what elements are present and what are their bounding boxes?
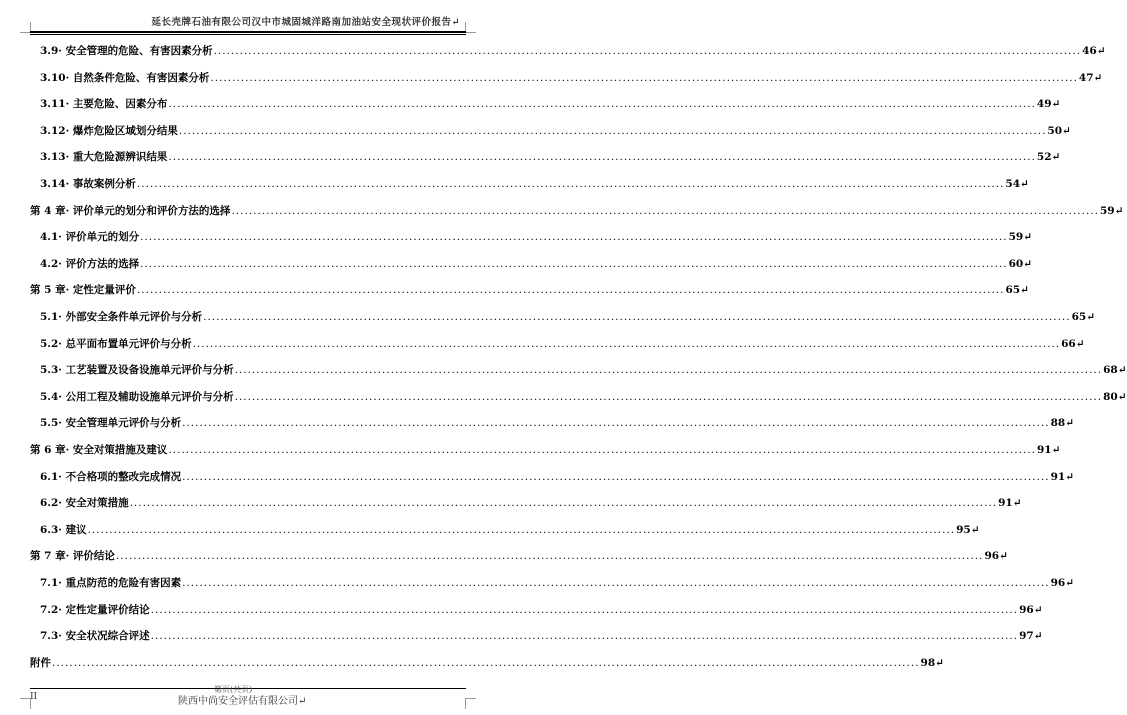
toc-leader-dots: ........................................................................................................................................................................................................ [87,523,956,536]
crop-mark-top-right [465,22,476,33]
toc-entry-page: 96↵ [1019,603,1043,616]
toc-entry-page: 98↵ [920,656,944,669]
toc-entry[interactable] [0,521,980,537]
toc-entry[interactable] [0,361,1127,377]
toc-entry[interactable] [0,175,1029,191]
toc-entry-label: 5.1· 外部安全条件单元评价与分析 [40,311,203,323]
toc-leader-dots: ........................................................................................................................................................................................................ [182,470,1050,483]
toc-entry-label: 3.12· 爆炸危险区域划分结果 [40,124,178,137]
toc-entry[interactable] [0,627,1043,643]
toc-leader-dots: ........................................................................................................................................................................................................ [115,550,984,563]
toc-entry[interactable] [0,574,1075,590]
toc-leader-dots: ........................................................................................................................................................................................................ [213,45,1082,57]
toc-entry[interactable] [0,335,1085,351]
running-header: 延长壳牌石油有限公司汉中市城固城洋路南加油站安全现状评价报告↵ [151,17,460,28]
toc-entry-page: 88↵ [1050,417,1075,430]
toc-entry[interactable] [0,547,1008,563]
toc-entry-page: 54↵ [1005,178,1029,190]
toc-entry-label: 5.2· 总平面布置单元评价与分析 [40,337,192,350]
footer-page-marker: 第页(共页) [214,685,253,694]
toc-entry-label: 3.13· 重大危险源辨识结果 [40,151,168,164]
toc-leader-dots: ........................................................................................................................................................................................................ [140,231,1008,244]
toc-entry-page: 47↵ [1078,71,1103,84]
header-rule-thin [30,34,466,35]
toc-entry-page: 59↵ [1099,204,1124,217]
toc-entry-page: 65↵ [1005,284,1029,297]
toc-entry-label: 5.3· 工艺装置及设备设施单元评价与分析 [40,364,234,377]
toc-entry-label: 4.2· 评价方法的选择 [40,257,140,270]
toc-entry-page: 91↵ [1036,444,1061,456]
toc-leader-dots: ........................................................................................................................................................................................................ [168,98,1036,111]
toc-entry-label: 6.3· 建议 [40,523,87,536]
toc-leader-dots: ........................................................................................................................................................................................................ [136,284,1005,297]
toc-entry-label: 第 4 章· 评价单元的划分和评价方法的选择 [30,204,231,217]
toc-entry-page: 49↵ [1036,98,1061,111]
toc-entry-page: 91↵ [1050,470,1075,483]
toc-entry[interactable] [0,654,944,670]
toc-entry[interactable] [0,42,1106,58]
toc-leader-dots: ........................................................................................................................................................................................................ [231,204,1099,217]
toc-leader-dots: ........................................................................................................................................................................................................ [192,337,1061,350]
toc-entry-label: 3.10· 自然条件危险、有害因素分析 [40,71,210,84]
toc-entry-label: 附件 [30,656,51,669]
toc-entry-page: 95↵ [956,523,980,536]
toc-entry[interactable] [0,69,1103,85]
toc-entry[interactable] [0,255,1033,271]
toc-entry-label: 5.4· 公用工程及辅助设施单元评价与分析 [40,390,234,403]
toc-entry-label: 第 7 章· 评价结论 [30,550,115,563]
toc-leader-dots: ........................................................................................................................................................................................................ [52,656,920,669]
header-rule [30,31,466,33]
toc-leader-dots: ........................................................................................................................................................................................................ [168,151,1036,164]
toc-leader-dots: ........................................................................................................................................................................................................ [136,178,1005,190]
toc-entry-page: 59↵ [1008,231,1033,244]
toc-entry-label: 7.3· 安全状况综合评述 [40,630,150,643]
toc-entry[interactable] [0,601,1043,617]
toc-entry-page: 96↵ [1050,577,1075,589]
toc-entry[interactable] [0,122,1071,138]
toc-entry-label: 7.2· 定性定量评价结论 [40,603,150,616]
toc-entry-label: 3.14· 事故案例分析 [40,178,136,190]
toc-leader-dots: ........................................................................................................................................................................................................ [203,311,1071,323]
toc-leader-dots: ........................................................................................................................................................................................................ [234,364,1103,377]
toc-entry-label: 6.2· 安全对策措施 [40,497,129,510]
toc-entry-page: 66↵ [1061,337,1085,350]
toc-leader-dots: ........................................................................................................................................................................................................ [178,124,1047,137]
toc-entry[interactable] [0,441,1061,457]
toc-entry-page: 46↵ [1082,45,1106,57]
toc-entry[interactable] [0,228,1033,244]
toc-entry[interactable] [0,308,1096,324]
crop-mark-bottom-left [20,698,31,709]
toc-entry-page: 97↵ [1019,630,1043,643]
toc-entry-label: 第 5 章· 定性定量评价 [30,284,136,297]
footer-roman-page: II [30,692,38,702]
toc-entry-page: 91↵ [998,497,1022,510]
toc-entry[interactable] [0,414,1075,430]
toc-entry[interactable] [0,281,1029,297]
toc-entry-page: 68↵ [1103,364,1127,377]
toc-entry-label: 5.5· 安全管理单元评价与分析 [40,417,182,430]
toc-leader-dots: ........................................................................................................................................................................................................ [150,630,1019,643]
toc-leader-dots: ........................................................................................................................................................................................................ [140,257,1008,270]
toc-entry-page: 96↵ [984,550,1008,563]
toc-leader-dots: ........................................................................................................................................................................................................ [150,603,1019,616]
toc-entry-page: 65↵ [1071,311,1096,323]
toc-entry[interactable] [0,202,1124,218]
toc-entry-label: 7.1· 重点防范的危险有害因素 [40,577,182,589]
toc-leader-dots: ........................................................................................................................................................................................................ [182,577,1050,589]
toc-entry[interactable] [0,148,1061,164]
toc-entry[interactable] [0,388,1127,404]
toc-entry-page: 60↵ [1008,257,1033,270]
toc-entry-label: 4.1· 评价单元的划分 [40,231,140,244]
toc-entry-label: 第 6 章· 安全对策措施及建议 [30,444,168,456]
toc-leader-dots: ........................................................................................................................................................................................................ [129,497,998,510]
toc-entry-label: 3.9· 安全管理的危险、有害因素分析 [40,45,213,57]
toc-entry[interactable] [0,468,1075,484]
toc-leader-dots: ........................................................................................................................................................................................................ [234,390,1103,403]
toc-entry-label: 6.1· 不合格项的整改完成情况 [40,470,182,483]
toc-entry-page: 52↵ [1036,151,1061,164]
footer-company: 陕西中尚安全评估有限公司↵ [178,696,307,707]
toc-entry-page: 80↵ [1103,390,1127,403]
toc-leader-dots: ........................................................................................................................................................................................................ [168,444,1036,456]
toc-entry-label: 3.11· 主要危险、因素分布 [40,98,168,111]
toc-entry-page: 50↵ [1047,124,1071,137]
toc-entry[interactable] [0,494,1022,510]
crop-mark-bottom-right [465,698,476,709]
toc-leader-dots: ........................................................................................................................................................................................................ [182,417,1050,430]
toc-entry[interactable] [0,95,1061,111]
toc-leader-dots: ........................................................................................................................................................................................................ [210,71,1078,84]
